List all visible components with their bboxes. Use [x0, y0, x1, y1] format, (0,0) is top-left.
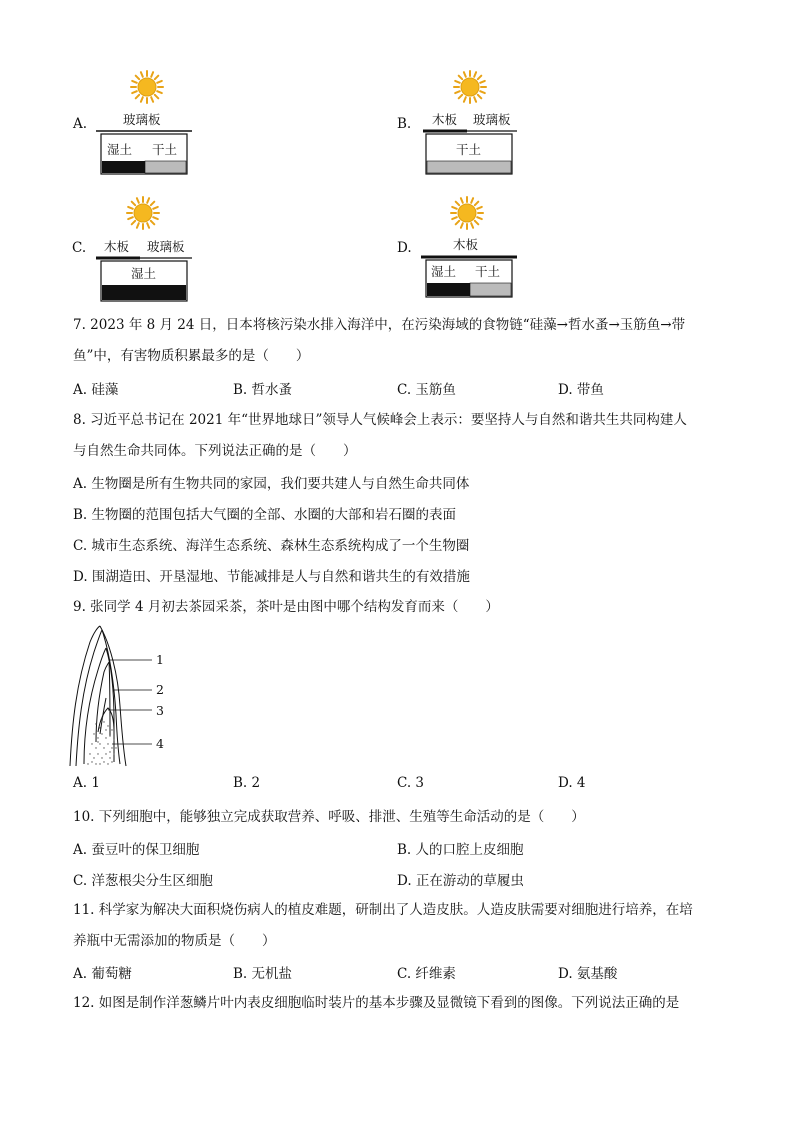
apparatus-c [70, 196, 210, 306]
sun-icon [127, 197, 159, 229]
dry-soil-label: 干土 [152, 142, 178, 157]
wet-soil [102, 285, 186, 300]
dry-soil-label: 干土 [456, 142, 482, 157]
dry-soil [145, 161, 186, 173]
wet-soil-label: 湿土 [431, 264, 457, 279]
question-7 [73, 314, 723, 367]
question-8-line-1: 8. 习近平总书记在 2021 年“世界地球日”领导人气候峰会上表示：要坚持人与自然和谐共生共同构建人 [73, 412, 687, 428]
q9-option-b[interactable]: B. 2 [233, 775, 261, 791]
option-b-letter: B. [397, 116, 412, 132]
q11-option-c[interactable]: C. 纤维素 [397, 966, 456, 982]
question-12-line-1: 12. 如图是制作洋葱鳞片叶内表皮细胞临时装片的基本步骤及显微镜下看到的图像。下列说法正确的是 [73, 995, 680, 1011]
question-8-line-2: 与自然生命共同体。下列说法正确的是（ ） [73, 443, 357, 459]
q8-option-b[interactable]: B. 生物圈的范围包括大气圈的全部、水圈的大部和岩石圈的表面 [73, 507, 457, 523]
q8-option-c[interactable]: C. 城市生态系统、海洋生态系统、森林生态系统构成了一个生物圈 [73, 538, 470, 554]
q10-option-d[interactable]: D. 正在游动的草履虫 [397, 873, 524, 889]
q11-option-d[interactable]: D. 氨基酸 [558, 966, 618, 982]
question-12 [73, 992, 723, 1014]
wood-board-label: 木板 [432, 112, 458, 127]
apparatus-d [395, 196, 535, 306]
q10-option-b[interactable]: B. 人的口腔上皮细胞 [397, 842, 524, 858]
sun-icon [131, 71, 163, 103]
apparatus-a [70, 68, 210, 178]
q8-option-a[interactable]: A. 生物圈是所有生物共同的家园，我们要共建人与自然生命共同体 [73, 476, 470, 492]
q7-option-a[interactable]: A. 硅藻 [73, 382, 119, 398]
sun-icon [451, 197, 483, 229]
glass-board-label: 玻璃板 [473, 112, 511, 127]
figure-option-d [395, 196, 535, 306]
dry-soil-label: 干土 [475, 264, 501, 279]
q7-option-b[interactable]: B. 哲水蚤 [233, 382, 293, 398]
q11-option-b[interactable]: B. 无机盐 [233, 966, 293, 982]
dry-soil [427, 161, 511, 173]
wet-soil-label: 湿土 [107, 142, 133, 157]
sun-icon [454, 71, 486, 103]
cover-label: 玻璃板 [123, 112, 161, 127]
question-9 [73, 596, 723, 618]
bud-label-3: 3 [156, 703, 164, 718]
glass-board-label: 玻璃板 [147, 239, 185, 254]
question-11 [73, 899, 723, 952]
question-9-line-1: 9. 张同学 4 月初去茶园采茶，茶叶是由图中哪个结构发育而来（ ） [73, 599, 499, 615]
option-d-letter: D. [397, 240, 412, 256]
wood-board-label: 木板 [104, 239, 130, 254]
bud-label-4: 4 [156, 736, 164, 751]
bud-label-2: 2 [156, 682, 164, 697]
dry-soil [470, 283, 511, 296]
question-7-line-1: 7. 2023 年 8 月 24 日，日本将核污染水排入海洋中，在污染海域的食物链“硅藻→哲水蚤→玉筋鱼→带 [73, 317, 686, 333]
question-7-line-2: 鱼”中，有害物质积累最多的是（ ） [73, 348, 310, 364]
wet-soil-label: 湿土 [131, 266, 157, 281]
q9-option-d[interactable]: D. 4 [558, 775, 586, 791]
q11-option-a[interactable]: A. 葡萄糖 [73, 966, 132, 982]
q10-option-c[interactable]: C. 洋葱根尖分生区细胞 [73, 873, 213, 889]
figure-option-b [395, 68, 535, 178]
option-c-letter: C. [72, 240, 87, 256]
q10-option-a[interactable]: A. 蚕豆叶的保卫细胞 [73, 842, 200, 858]
q7-option-d[interactable]: D. 带鱼 [558, 382, 604, 398]
question-10 [73, 806, 723, 828]
figure-option-a [70, 68, 210, 178]
question-10-line-1: 10. 下列细胞中，能够独立完成获取营养、呼吸、排泄、生殖等生命活动的是（ ） [73, 809, 585, 825]
wood-board-label: 木板 [453, 237, 479, 252]
q8-option-d[interactable]: D. 围湖造田、开垦湿地、节能减排是人与自然和谐共生的有效措施 [73, 569, 470, 585]
bud-diagram [66, 624, 176, 770]
question-11-line-2: 养瓶中无需添加的物质是（ ） [73, 933, 276, 949]
wet-soil [102, 161, 145, 173]
figure-option-c [70, 196, 210, 306]
bud-label-1: 1 [156, 652, 164, 667]
q7-option-c[interactable]: C. 玉筋鱼 [397, 382, 456, 398]
option-a-letter: A. [73, 116, 88, 132]
apparatus-b [395, 68, 535, 178]
q9-option-c[interactable]: C. 3 [397, 775, 425, 791]
question-11-line-1: 11. 科学家为解决大面积烧伤病人的植皮难题，研制出了人造皮肤。人造皮肤需要对细胞进行培养，在培 [73, 902, 693, 918]
wet-soil [427, 283, 470, 296]
q9-option-a[interactable]: A. 1 [73, 775, 100, 791]
question-8 [73, 409, 723, 462]
